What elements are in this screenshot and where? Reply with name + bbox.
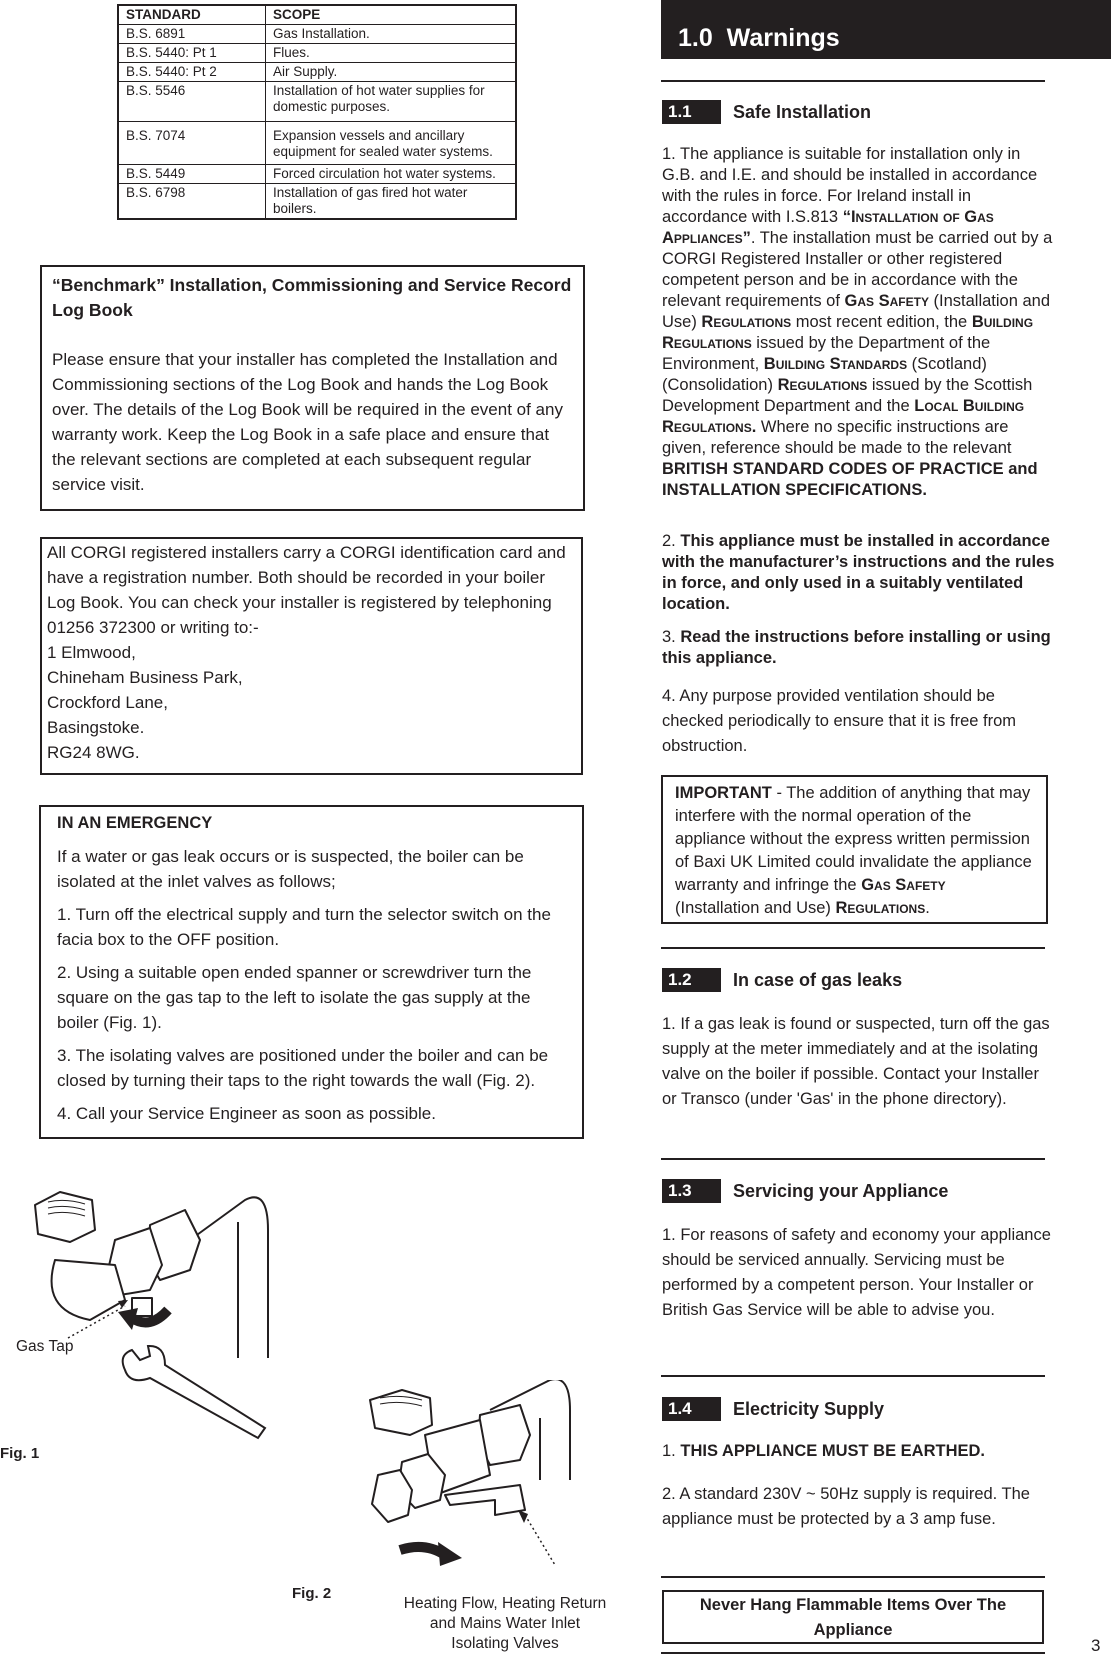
standard-cell: B.S. 6798 [118, 184, 266, 220]
scope-cell: Expansion vessels and ancillary equipment for sealed water systems. [266, 122, 517, 165]
table-header-row [118, 5, 516, 25]
divider [661, 1158, 1045, 1160]
emergency-title: IN AN EMERGENCY [57, 814, 213, 832]
standard-cell: B.S. 7074 [118, 122, 266, 165]
benchmark-title: “Benchmark” Installation, Commissioning and Service Record Log Book [52, 275, 572, 320]
table-row [118, 184, 516, 220]
divider [661, 80, 1045, 82]
callout-line: Isolating Valves [451, 1635, 559, 1652]
page-number: 3 [1091, 1636, 1101, 1655]
address-line: RG24 8WG. [47, 743, 140, 762]
scope-cell: Installation of gas fired hot water boilers. [266, 184, 517, 220]
address-line: Chineham Business Park, [47, 668, 243, 687]
safe-installation-p2: 2. This appliance must be installed in accordance with the manufacturer’s instructions and the rules in force, and only used in a suitably ventilated location. [662, 532, 1055, 613]
standard-cell: B.S. 5449 [118, 165, 266, 184]
page-title [678, 24, 840, 53]
gas-leaks-p1: 1. If a gas leak is found or suspected, turn off the gas supply at the meter immediately and at the isolating valve on the boiler if possible. Contact your Installer or Transco (under 'Gas' in the phone directory). [662, 1015, 1050, 1108]
emergency-step: 1. Turn off the electrical supply and turn the selector switch on the facia box to the OFF position. [57, 905, 551, 949]
fig2-label: Fig. 2 [292, 1585, 332, 1602]
table-row [118, 44, 516, 63]
table-row [118, 25, 516, 44]
isolating-valve-illustration [330, 1380, 620, 1580]
fig2-callout [385, 1594, 625, 1654]
section-number: 1.4 [662, 1397, 721, 1421]
safe-installation-p4: 4. Any purpose provided ventilation should be checked periodically to ensure that it is free from obstruction. [662, 687, 1017, 755]
section-number: 1.1 [662, 100, 721, 124]
electricity-p1: 1. THIS APPLIANCE MUST BE EARTHED. [662, 1442, 986, 1460]
emergency-intro: If a water or gas leak occurs or is suspected, the boiler can be isolated at the inlet valves as follows; [57, 847, 524, 891]
scope-cell: Installation of hot water supplies for domestic purposes. [266, 82, 517, 122]
section-title: Safe Installation [733, 102, 872, 122]
header-scope: SCOPE [266, 5, 517, 25]
section-number: 1.3 [662, 1179, 721, 1203]
safe-installation-p3: 3. Read the instructions before installing or using this appliance. [662, 628, 1051, 667]
standard-cell: B.S. 5546 [118, 82, 266, 122]
header-standard: STANDARD [118, 5, 266, 25]
important-notice: IMPORTANT - The addition of anything that may interfere with the normal operation of the appliance without the express written permission of Baxi UK Limited could invalidate the appliance warranty and infringe the Gas Safety (Installation and Use) Regulations. [661, 775, 1048, 924]
callout-line: and Mains Water Inlet [429, 1615, 581, 1632]
emergency-step: 3. The isolating valves are positioned under the boiler and can be closed by turning their taps to the right towards the wall (Fig. 2). [57, 1046, 549, 1090]
standard-cell: B.S. 5440: Pt 1 [118, 44, 266, 63]
table-row [118, 165, 516, 184]
table-row [118, 82, 516, 122]
benchmark-body: Please ensure that your installer has completed the Installation and Commissioning sections of the Log Book and hands the Log Book over. The details of the Log Book will be required in the event of any warranty work. Keep the Log Book in a safe place and ensure that the relevant sections are completed at each subsequent regular service visit. [52, 350, 563, 494]
page-title-bar [661, 0, 1111, 59]
electricity-p2: 2. A standard 230V ~ 50Hz supply is required. The appliance must be protected by a 3 amp fuse. [662, 1485, 1030, 1528]
title-text: Warnings [726, 24, 840, 52]
gas-tap-illustration [0, 1170, 300, 1470]
scope-cell: Flues. [266, 44, 517, 63]
servicing-p1: 1. For reasons of safety and economy your appliance should be serviced annually. Servicing must be performed by a competent person. Your Installer or British Gas Service will be able to advise you. [662, 1226, 1051, 1319]
standard-cell: B.S. 5440: Pt 2 [118, 63, 266, 82]
section-title: In case of gas leaks [733, 970, 903, 990]
divider [661, 1375, 1045, 1377]
standard-cell: B.S. 6891 [118, 25, 266, 44]
address-line: 1 Elmwood, [47, 643, 136, 662]
benchmark-box [40, 265, 585, 511]
scope-cell: Forced circulation hot water systems. [266, 165, 517, 184]
emergency-step: 4. Call your Service Engineer as soon as possible. [57, 1104, 436, 1123]
title-number: 1.0 [678, 24, 713, 52]
table-row [118, 122, 516, 165]
divider [661, 1652, 1045, 1654]
emergency-box [39, 805, 584, 1139]
address-line: Crockford Lane, [47, 693, 168, 712]
divider [661, 947, 1045, 949]
corgi-box [40, 537, 583, 775]
section-title: Servicing your Appliance [733, 1181, 949, 1201]
section-title: Electricity Supply [733, 1399, 885, 1419]
section-number: 1.2 [662, 968, 721, 992]
standards-table [117, 4, 517, 220]
table-row [118, 63, 516, 82]
scope-cell: Air Supply. [266, 63, 517, 82]
emergency-step: 2. Using a suitable open ended spanner or screwdriver turn the square on the gas tap to the left to isolate the gas supply at the boiler (Fig. 1). [57, 963, 532, 1032]
corgi-body: All CORGI registered installers carry a CORGI identification card and have a registration number. Both should be recorded in your boiler Log Book. You can check your installer is registered by telephoning 01256 372300 or writing to:- [47, 543, 566, 637]
address-line: Basingstoke. [47, 718, 145, 737]
callout-line: Heating Flow, Heating Return [403, 1595, 607, 1612]
fig1-label: Fig. 1 [0, 1445, 40, 1462]
flammable-warning-box: Never Hang Flammable Items Over The Appliance [662, 1590, 1044, 1644]
gas-tap-callout: Gas Tap [16, 1338, 74, 1355]
safe-installation-p1: 1. The appliance is suitable for installation only in G.B. and I.E. and should be installed in accordance with the rules in force. For Ireland install in accordance with I.S.813 “Installation of Gas Appliances”. The installation must be carried out by a CORGI Registered Installer or other registered competent person and be in accordance with the relevant requirements of Gas Safety (Installation and Use) Regulations most recent edition, the Building Regulations issued by the Department of the Environment, Building Standards (Scotland) (Consolidation) Regulations issued by the Scottish Development Department and the Local Building Regulations. Where no specific instructions are given, reference should be made to the relevant BRITISH STANDARD CODES OF PRACTICE and INSTALLATION SPECIFICATIONS. [662, 145, 1053, 499]
divider [661, 1576, 1045, 1578]
scope-cell: Gas Installation. [266, 25, 517, 44]
